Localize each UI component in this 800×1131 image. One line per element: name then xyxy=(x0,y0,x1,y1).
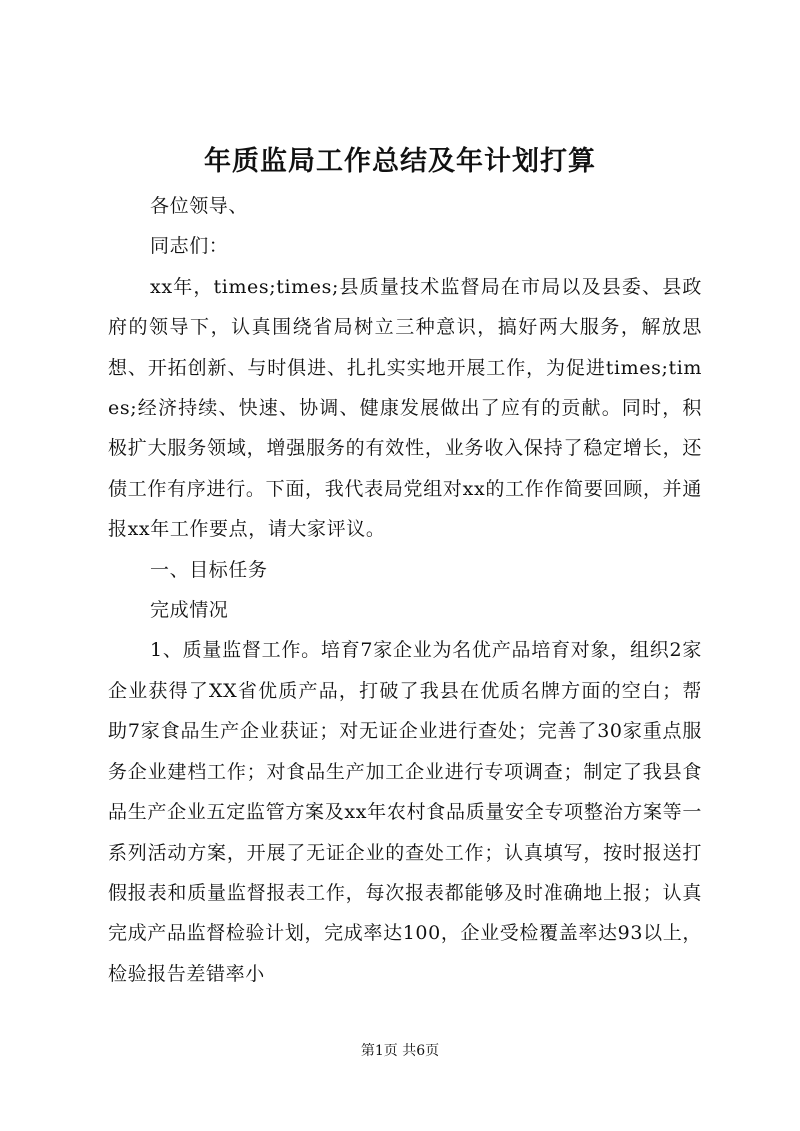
subsection-heading: 完成情况 xyxy=(150,599,229,622)
intro-paragraph: xx年，times;times;县质量技术监督局在市局以及县委、县政府的领导下，认真围绕省局树立三种意识，搞好两大服务，解放思想、开拓创新、与时俱进、扎扎实实地开展工作，为促进times;times;经济持续、快速、协调、健康发展做出了应有的贡献。同时，积极扩大服务领域，增强服务的有效性，业务收入保持了稳定增长，还债工作有序进行。下面，我代表局党组对xx的工作作简要回顾，并通报xx年工作要点，请大家评议。 xyxy=(108,275,702,541)
section-heading: 一、目标任务 xyxy=(150,558,268,581)
salutation-line-1: 各位领导、 xyxy=(150,195,249,217)
salutation-line-2: 同志们： xyxy=(150,235,229,258)
page-number-footer: 第1页 共6页 xyxy=(360,1043,440,1059)
quality-supervision-paragraph: 1、质量监督工作。培育7家企业为名优产品培育对象，组织2家企业获得了XX省优质产品，打破了我县在优质名牌方面的空白；帮助7家食品生产企业获证；对无证企业进行查处；完善了30家重点服务企业建档工作；对食品生产加工企业进行专项调查；制定了我县食品生产企业五定监管方案及xx年农村食品质量安全专项整治方案等一系列活动方案，开展了无证企业的查处工作；认真填写，按时报送打假报表和质量监督报表工作，每次报表都能够及时准确地上报；认真完成产品监督检验计划，完成率达100，企业受检覆盖率达93以上，检验报告差错率小 xyxy=(108,639,702,985)
document-body xyxy=(108,186,702,994)
document-title: 年质监局工作总结及年计划打算 xyxy=(204,146,596,177)
